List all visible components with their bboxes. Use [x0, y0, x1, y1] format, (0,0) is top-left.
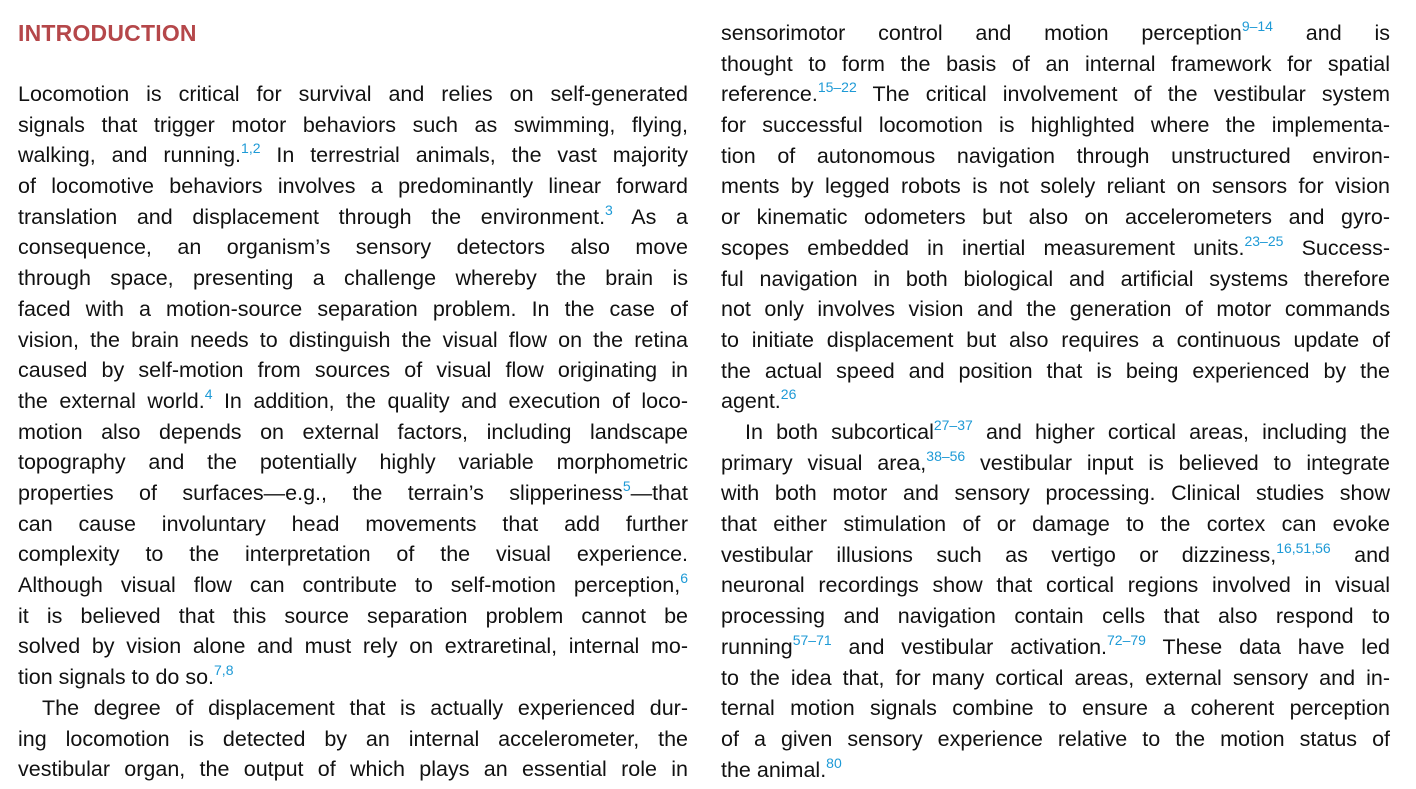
- text-run: These data have led: [1145, 634, 1390, 659]
- text-run: topography and the potentially highly variable morphometric: [18, 450, 688, 475]
- citation-link[interactable]: 3: [605, 201, 613, 218]
- text-run: to initiate displacement but also requires a continuous update of: [721, 327, 1390, 352]
- text-run: caused by self-motion from sources of visual flow originating in: [18, 358, 688, 383]
- text-run: with both motor and sensory processing. Clinical studies show: [721, 481, 1390, 506]
- text-run: of a given sensory experience relative to the motion status of: [721, 726, 1390, 751]
- text-line: [721, 755, 1390, 786]
- text-line: [721, 233, 1390, 264]
- citation-link[interactable]: 7,8: [214, 662, 234, 679]
- citation-link[interactable]: 80: [826, 754, 842, 771]
- text-run: processing and navigation contain cells that also respond to: [721, 604, 1390, 629]
- citation-link[interactable]: 4: [204, 385, 213, 402]
- text-line: [721, 601, 1390, 632]
- text-line: [18, 294, 688, 325]
- text-run: it is believed that this source separation problem cannot be: [18, 603, 688, 628]
- text-line: [721, 49, 1390, 80]
- text-run: can cause involuntary head movements that add further: [18, 511, 688, 536]
- text-line: [18, 478, 688, 509]
- paragraph: [721, 417, 1390, 785]
- text-run: translation and displacement through the environment.: [18, 204, 606, 229]
- text-run: Locomotion is critical for survival and relies on self-generated: [18, 82, 688, 106]
- text-line: [18, 232, 688, 263]
- citation-link[interactable]: 38–56: [926, 447, 966, 464]
- text-run: the animal.: [721, 757, 827, 782]
- citation-link[interactable]: 9–14: [1241, 18, 1273, 34]
- text-run: tion of autonomous navigation through unstructured environ-: [721, 143, 1390, 168]
- citation-link[interactable]: 26: [780, 386, 797, 403]
- text-line: [18, 263, 688, 294]
- text-run: and vestibular activation.: [831, 634, 1108, 659]
- text-run: not only involves vision and the generation of motor commands: [721, 297, 1390, 322]
- text-run: In terrestrial animals, the vast majority: [260, 143, 688, 168]
- text-run: ternal motion signals combine to ensure a coherent perception: [721, 696, 1390, 721]
- text-run: tion signals to do so.: [18, 665, 215, 690]
- text-line: [721, 509, 1390, 540]
- text-run: vestibular organ, the output of which plays an essential role in: [18, 757, 688, 782]
- text-line: [721, 417, 1390, 448]
- citation-link[interactable]: 1,2: [241, 140, 261, 157]
- text-run: primary visual area,: [721, 450, 927, 475]
- text-run: In addition, the quality and execution of loco-: [212, 388, 688, 413]
- text-line: [721, 570, 1390, 601]
- text-run: to the idea that, for many cortical areas, external sensory and in-: [721, 665, 1390, 690]
- text-run: signals that trigger motor behaviors such as swimming, flying,: [18, 112, 688, 137]
- text-line: [721, 663, 1390, 694]
- text-line: [18, 601, 688, 632]
- text-run: and: [1330, 542, 1390, 567]
- text-run: faced with a motion-source separation problem. In the case of: [18, 296, 688, 321]
- text-line: [721, 110, 1390, 141]
- text-line: [721, 448, 1390, 479]
- text-run: In both subcortical: [745, 420, 934, 444]
- text-run: for successful locomotion is highlighted where the implementa-: [721, 113, 1390, 138]
- text-line: [18, 386, 688, 417]
- text-run: ful navigation in both biological and artificial systems therefore: [721, 266, 1390, 291]
- paragraph: [721, 18, 1390, 417]
- text-run: Although visual flow can contribute to self-motion perception,: [18, 573, 681, 597]
- citation-link[interactable]: 27–37: [933, 417, 973, 433]
- text-run: solved by vision alone and must rely on extraretinal, internal mo-: [18, 634, 688, 659]
- text-line: [18, 202, 688, 233]
- text-run: consequence, an organism’s sensory detectors also move: [18, 235, 688, 260]
- text-line: [18, 754, 688, 785]
- text-line: [721, 171, 1390, 202]
- text-line: [721, 202, 1390, 233]
- text-line: [18, 355, 688, 386]
- text-line: [721, 141, 1390, 172]
- text-line: [721, 79, 1390, 110]
- citation-link[interactable]: 15–22: [817, 79, 857, 96]
- text-line: [721, 294, 1390, 325]
- text-line: [18, 570, 688, 601]
- text-line: [18, 724, 688, 755]
- text-line: [18, 417, 688, 448]
- text-run: —that: [630, 480, 688, 505]
- text-run: The critical involvement of the vestibular system: [856, 82, 1390, 107]
- text-line: [18, 693, 688, 724]
- text-run: vestibular input is believed to integrate: [965, 450, 1390, 475]
- text-run: walking, and running.: [18, 143, 242, 168]
- text-line: [18, 447, 688, 478]
- text-run: vision, the brain needs to distinguish the visual flow on the retina: [18, 327, 688, 352]
- text-run: The degree of displacement that is actually experienced dur-: [42, 696, 688, 720]
- text-line: [721, 356, 1390, 387]
- text-line: [18, 325, 688, 356]
- text-line: [721, 478, 1390, 509]
- text-line: [721, 264, 1390, 295]
- citation-link[interactable]: 57–71: [792, 631, 832, 648]
- text-run: thought to form the basis of an internal framework for spatial: [721, 51, 1390, 76]
- text-line: [18, 79, 688, 110]
- text-line: [721, 18, 1390, 49]
- text-line: [721, 693, 1390, 724]
- text-line: [18, 539, 688, 570]
- text-run: sensorimotor control and motion perception: [721, 21, 1242, 45]
- text-run: or kinematic odometers but also on accelerometers and gyro-: [721, 205, 1390, 230]
- text-line: [18, 171, 688, 202]
- text-run: As a: [612, 204, 688, 229]
- text-run: the actual speed and position that is being experienced by the: [721, 358, 1390, 383]
- citation-link[interactable]: 5: [622, 477, 631, 494]
- text-run: that either stimulation of or damage to the cortex can evoke: [721, 512, 1390, 537]
- text-run: complexity to the interpretation of the visual experience.: [18, 542, 688, 567]
- citation-link[interactable]: 6: [680, 570, 688, 586]
- text-run: ing locomotion is detected by an internal accelerometer, the: [18, 726, 688, 751]
- text-line: [721, 632, 1390, 663]
- text-run: Success-: [1283, 235, 1390, 260]
- text-run: scopes embedded in inertial measurement units.: [721, 235, 1245, 260]
- citation-link[interactable]: 72–79: [1107, 631, 1146, 648]
- text-run: ments by legged robots is not solely reliant on sensors for vision: [721, 174, 1390, 199]
- text-run: running: [721, 634, 793, 659]
- text-run: neuronal recordings show that cortical regions involved in visual: [721, 573, 1390, 598]
- text-run: and higher cortical areas, including the: [972, 420, 1390, 444]
- text-run: the external world.: [18, 388, 205, 413]
- text-line: [721, 325, 1390, 356]
- text-run: motion also depends on external factors, including landscape: [18, 419, 688, 444]
- text-run: and is: [1272, 21, 1390, 45]
- text-line: [721, 724, 1390, 755]
- text-run: reference.: [721, 82, 818, 107]
- text-line: [721, 540, 1390, 571]
- citation-link[interactable]: 16,51,56: [1276, 539, 1331, 556]
- text-line: [18, 110, 688, 141]
- text-run: of locomotive behaviors involves a predominantly linear forward: [18, 174, 688, 199]
- citation-link[interactable]: 23–25: [1244, 232, 1284, 249]
- text-line: [18, 140, 688, 171]
- text-line: [721, 386, 1390, 417]
- paragraph: [18, 693, 688, 785]
- text-line: [18, 631, 688, 662]
- section-heading: INTRODUCTION: [18, 20, 197, 46]
- text-run: agent.: [721, 389, 781, 414]
- text-line: [18, 662, 688, 693]
- text-run: properties of surfaces—e.g., the terrain’s slipperiness: [18, 480, 623, 505]
- paragraph: [18, 79, 688, 693]
- text-run: vestibular illusions such as vertigo or dizziness,: [721, 542, 1277, 567]
- text-run: through space, presenting a challenge whereby the brain is: [18, 266, 688, 291]
- text-line: [18, 509, 688, 540]
